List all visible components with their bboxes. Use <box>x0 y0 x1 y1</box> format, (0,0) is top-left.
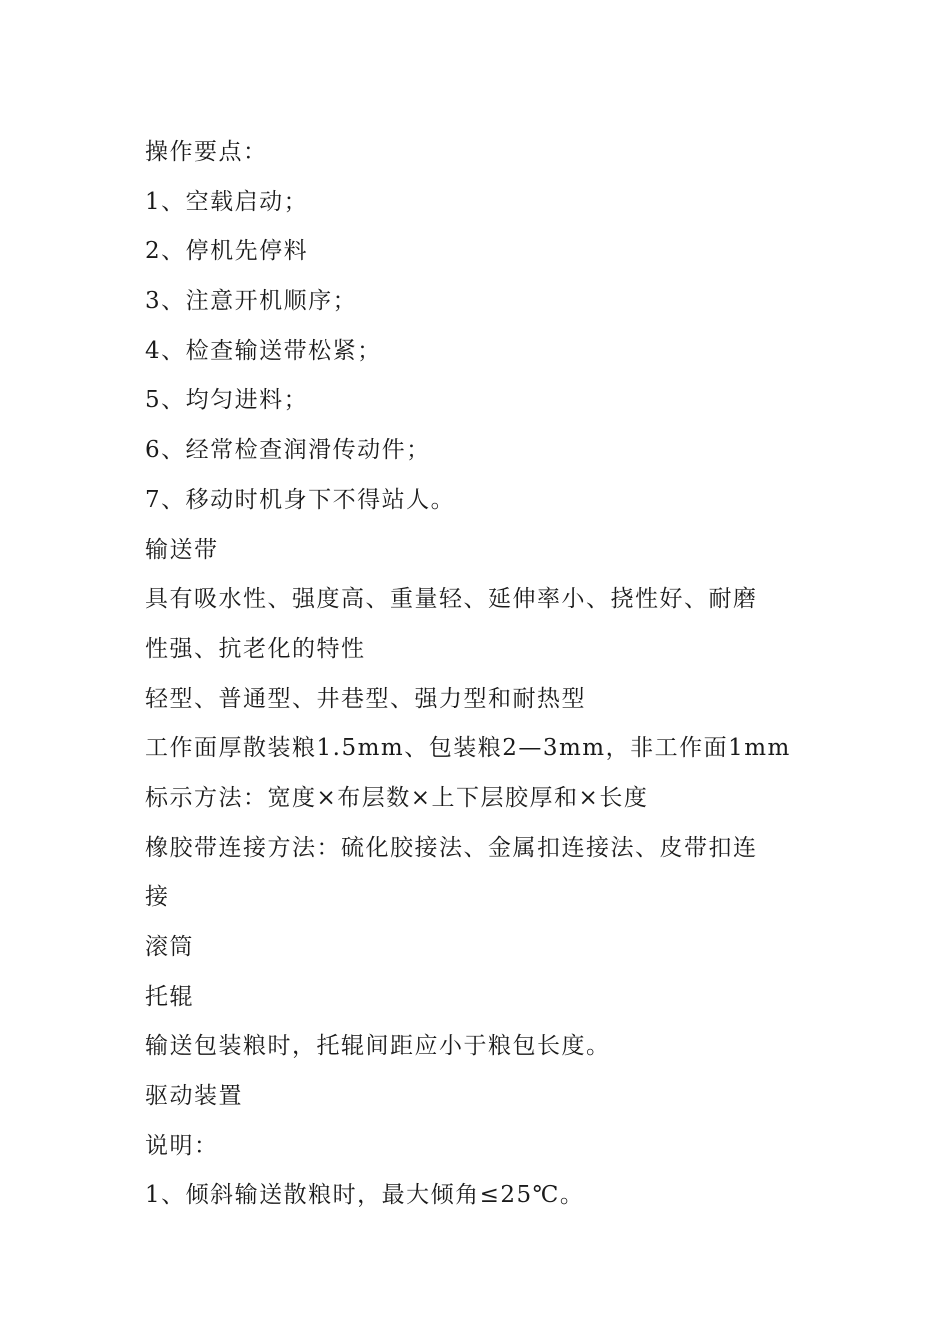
list-item: 4、检查输送带松紧； <box>145 337 382 364</box>
list-item: 7、移动时机身下不得站人。 <box>145 486 456 513</box>
section-heading-drum: 滚筒 <box>145 934 194 960</box>
list-item: 3、注意开机顺序； <box>145 288 358 315</box>
section-heading-idler: 托辊 <box>145 983 194 1010</box>
paragraph-line: 输送包装粮时，托辊间距应小于粮包长度。 <box>145 1033 611 1060</box>
paragraph-line: 工作面厚散装粮1.5mm、包装粮2—3mm，非工作面1mm <box>145 735 791 762</box>
paragraph-line: 轻型、普通型、井巷型、强力型和耐热型 <box>145 685 586 712</box>
section-heading-conveyor-belt: 输送带 <box>145 536 219 563</box>
heading-operation-points: 操作要点： <box>145 139 268 165</box>
paragraph-line: 橡胶带连接方法：硫化胶接法、金属扣连接法、皮带扣连 <box>145 834 758 861</box>
list-item: 6、经常检查润滑传动件； <box>145 437 431 464</box>
paragraph-line: 标示方法：宽度×布层数×上下层胶厚和×长度 <box>145 784 649 811</box>
document-body <box>145 128 810 1221</box>
section-heading-drive-unit: 驱动装置 <box>145 1083 243 1110</box>
list-item: 5、均匀进料； <box>145 387 309 414</box>
heading-notes: 说明： <box>145 1132 219 1159</box>
list-item: 2、停机先停料 <box>145 238 309 265</box>
paragraph-line: 接 <box>145 884 170 911</box>
paragraph-line: 性强、抗老化的特性 <box>145 635 366 662</box>
list-item: 1、空载启动； <box>145 188 309 215</box>
paragraph-line: 具有吸水性、强度高、重量轻、延伸率小、挠性好、耐磨 <box>145 586 758 613</box>
list-item: 1、倾斜输送散粮时，最大倾角≤25℃。 <box>145 1182 585 1209</box>
